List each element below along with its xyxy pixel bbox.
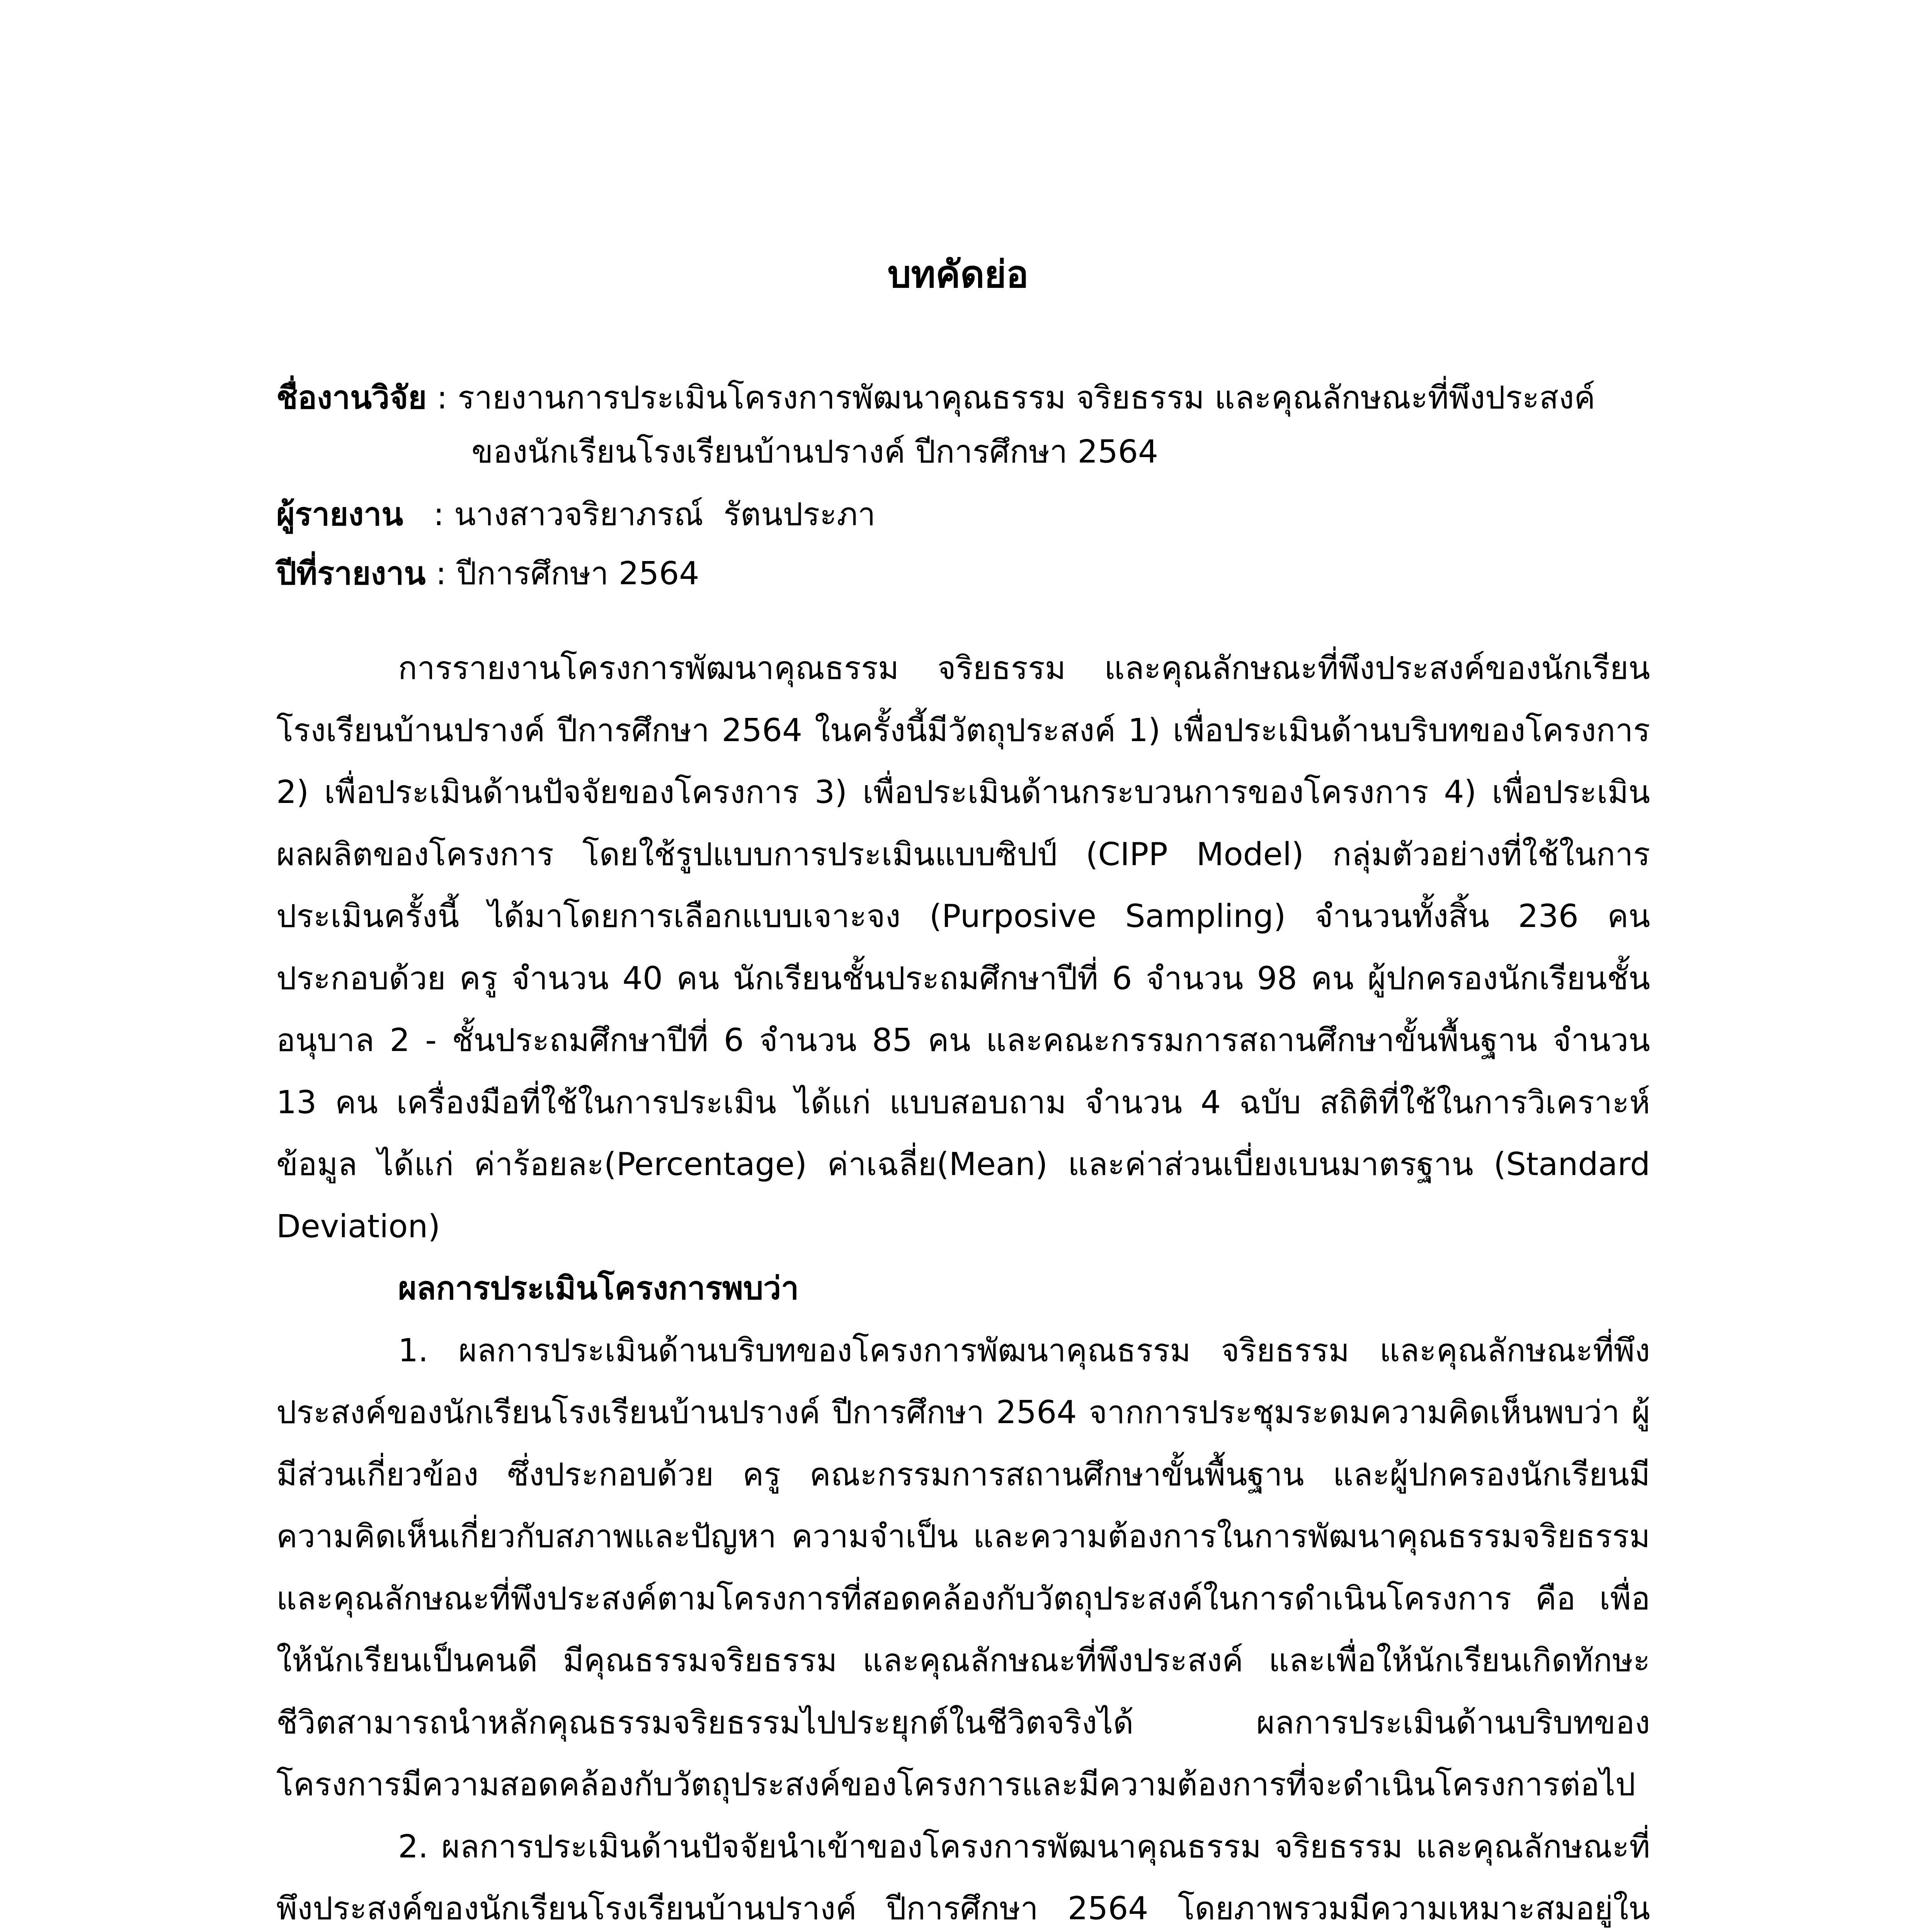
research-title-row	[276, 371, 1668, 479]
reporter-row	[276, 488, 1668, 542]
research-title-label: ชื่องานวิจัย	[276, 379, 427, 416]
research-title-line2: ของนักเรียนโรงเรียนบ้านปรางค์ ปีการศึกษา 2564	[471, 434, 1159, 470]
result-input-paragraph: 2. ผลการประเมินด้านปัจจัยนำเข้าของโครงการพัฒนาคุณธรรม จริยธรรม และคุณลักษณะที่พึงประสงค์ของนักเรียนโรงเรียนบ้านปรางค์ ปีการศึกษา 2564 โดยภาพรวมมีความเหมาะสมอยู่ใน	[276, 1828, 1650, 1927]
intro-paragraph: การรายงานโครงการพัฒนาคุณธรรม จริยธรรม และคุณลักษณะที่พึงประสงค์ของนักเรียนโรงเรียนบ้านปรางค์ ปีการศึกษา 2564 ในครั้งนี้มีวัตถุประสงค์ 1) เพื่อประเมินด้านบริบทของโครงการ 2) เพื่อประเมินด้านปัจจัยของโครงการ 3) เพื่อประเมินด้านกระบวนการของโครงการ 4) เพื่อประเมินผลผลิตของโครงการ โดยใช้รูปแบบการประเมินแบบซิปป์ (CIPP Model) กลุ่มตัวอย่างที่ใช้ในการประเมินครั้งนี้ ได้มาโดยการเลือกแบบเจาะจง (Purposive Sampling) จำนวนทั้งสิ้น 236 คน ประกอบด้วย ครู จำนวน 40 คน นักเรียนชั้นประถมศึกษาปีที่ 6 จำนวน 98 คน ผู้ปกครองนักเรียนชั้นอนุบาล 2 - ชั้นประถมศึกษาปีที่ 6 จำนวน 85 คน และคณะกรรมการสถานศึกษาขั้นพื้นฐาน จำนวน 13 คน เครื่องมือที่ใช้ในการประเมิน ได้แก่ แบบสอบถาม จำนวน 4 ฉบับ สถิติที่ใช้ในการวิเคราะห์ข้อมูล ได้แก่ ค่าร้อยละ(Percentage) ค่าเฉลี่ย(Mean) และค่าส่วนเบี่ยงเบนมาตรฐาน (Standard Deviation)	[276, 650, 1650, 1245]
results-heading: ผลการประเมินโครงการพบว่า	[398, 1270, 799, 1307]
report-year-row	[276, 547, 1668, 601]
result-context-paragraph: 1. ผลการประเมินด้านบริบทของโครงการพัฒนาคุณธรรม จริยธรรม และคุณลักษณะที่พึงประสงค์ของนักเรียนโรงเรียนบ้านปรางค์ ปีการศึกษา 2564 จากการประชุมระดมความคิดเห็นพบว่า ผู้มีส่วนเกี่ยวข้อง ซึ่งประกอบด้วย ครู คณะกรรมการสถานศึกษาขั้นพื้นฐาน และผู้ปกครองนักเรียนมีความคิดเห็นเกี่ยวกับสภาพและปัญหา ความจำเป็น และความต้องการในการพัฒนาคุณธรรมจริยธรรมและคุณลักษณะที่พึงประสงค์ตามโครงการที่สอดคล้องกับวัตถุประสงค์ในการดำเนินโครงการ คือ เพื่อให้นักเรียนเป็นคนดี มีคุณธรรมจริยธรรม และคุณลักษณะที่พึงประสงค์ และเพื่อให้นักเรียนเกิดทักษะชีวิตสามารถนำหลักคุณธรรมจริยธรรมไปประยุกต์ในชีวิตจริงได้ ผลการประเมินด้านบริบทของโครงการมีความสอดคล้องกับวัตถุประสงค์ของโครงการและมีความต้องการที่จะดำเนินโครงการต่อไป	[276, 1332, 1650, 1803]
report-year-value: : ปีการศึกษา 2564	[425, 555, 699, 592]
reporter-label: ผู้รายงาน	[276, 496, 403, 533]
report-year-label: ปีที่รายงาน	[276, 555, 426, 592]
page-title: บทคัดย่อ	[887, 253, 1029, 296]
reporter-value: : นางสาวจริยาภรณ์ รัตนประภา	[403, 496, 876, 533]
abstract-body	[276, 638, 1650, 1932]
research-title-line1: : รายงานการประเมินโครงการพัฒนาคุณธรรม จริยธรรม และคุณลักษณะที่พึงประสงค์	[427, 379, 1596, 416]
